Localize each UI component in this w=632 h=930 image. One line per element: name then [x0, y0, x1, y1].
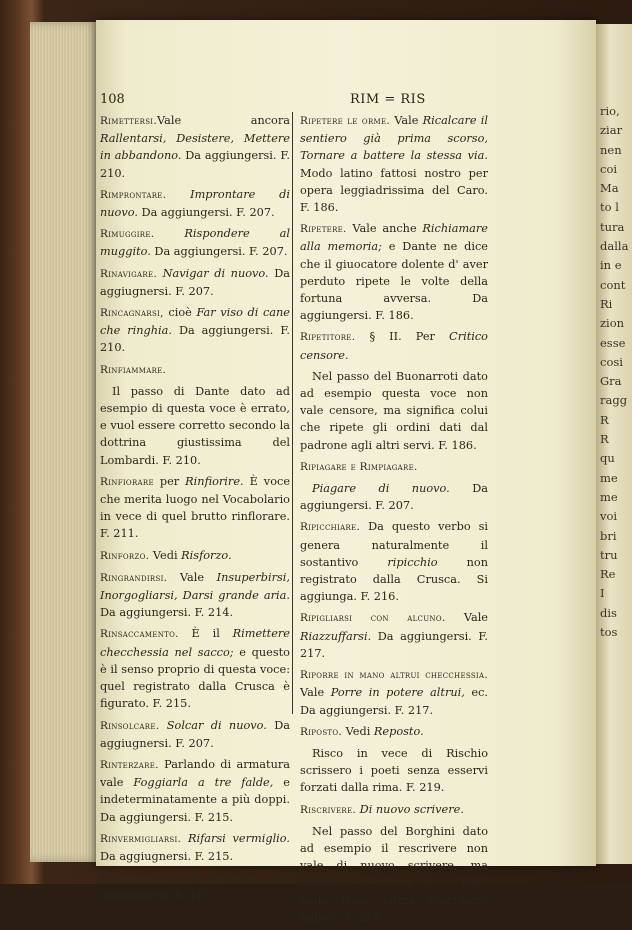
entry-text: Nel passo del Buonarroti dato ad esempio questa voce non vale censore, ma significa colui che ripete gli ordini dati dal padrone agli altri servi. F. 186.: [300, 369, 488, 452]
entry-text: Vale ancora: [157, 114, 290, 127]
facing-page-line: tura: [600, 219, 625, 234]
dictionary-entry: [300, 112, 488, 216]
entry-italic: Rinfiorire.: [185, 474, 244, 488]
facing-page-line: tos: [600, 625, 618, 640]
entry-text: Da aggiungersi. F. 217.: [300, 629, 488, 660]
dictionary-entry: [100, 830, 290, 865]
running-head: RIM = RIS: [350, 92, 426, 107]
entry-headword: Ripetere.: [300, 223, 347, 236]
entry-text: Vale anche: [346, 222, 423, 236]
entry-italic: Critico censore.: [300, 330, 488, 362]
dictionary-entry: [100, 869, 290, 904]
dictionary-entry: [300, 220, 488, 324]
entry-text: Da aggiungersi. F. 207.: [150, 245, 288, 259]
facing-page-line: qu: [600, 451, 615, 466]
entry-text: Vale: [300, 686, 331, 700]
entry-italic: Rispondere al muggito.: [100, 227, 291, 259]
dictionary-entry: [100, 265, 290, 300]
entry-italic: Fiume.: [216, 871, 257, 885]
facing-page-line: Re: [600, 567, 616, 582]
entry-headword: Ringrandirsi.: [100, 571, 168, 584]
entry-text: Vale: [390, 114, 423, 127]
entry-text: È il: [178, 627, 233, 641]
column-divider: [292, 112, 293, 714]
entry-text: Da aggiugnersi. F. 207.: [100, 718, 291, 750]
entry-italic: Improntare di nuovo.: [100, 187, 290, 220]
dictionary-entry: [300, 609, 488, 662]
facing-page-line: I: [600, 586, 605, 601]
entry-headword: Ripigliarsi con alcuno.: [300, 612, 446, 625]
entry-headword: Rinforzo.: [100, 549, 150, 562]
facing-page-line: dalla: [600, 239, 629, 254]
entry-headword: Rimuggire.: [100, 228, 155, 241]
entry-italic: Rallentarsi, Desistere, Mettere in abbandono.: [100, 132, 290, 163]
dictionary-entry: [100, 717, 290, 752]
dictionary-entry: [100, 473, 290, 543]
entry-headword: Riposto.: [300, 725, 343, 738]
entry-headword: Rinsolcare.: [100, 719, 160, 732]
entry-italic: Risforzo.: [181, 548, 232, 562]
entry-italic: Riazzuffarsi.: [300, 629, 372, 643]
page-number: 108: [100, 92, 125, 107]
facing-page-line: bri: [600, 528, 617, 543]
entry-headword: Ripicchiare.: [300, 521, 361, 534]
entry-text: È anche: [120, 871, 217, 885]
entry-text: ec. Da aggiungersi. F. 217.: [300, 686, 488, 717]
entry-text: Vale: [445, 611, 488, 625]
dictionary-entry: [100, 225, 290, 260]
entry-text: cioè: [163, 306, 197, 320]
facing-page-line: ragg: [600, 393, 628, 408]
entry-headword: Rimprontare.: [100, 188, 167, 201]
entry-headword: Rinsaccamento.: [100, 628, 179, 641]
dictionary-entry: [100, 569, 290, 622]
entry-headword: Ripetitore.: [300, 331, 356, 344]
right-column: [300, 112, 488, 930]
facing-page-line: me: [600, 470, 618, 485]
dictionary-entry: [300, 801, 488, 819]
entry-italic: Rimettere checchessia nel sacco;: [100, 627, 290, 659]
entry-headword: Rinterzare.: [100, 758, 159, 771]
facing-page-line: Gra: [600, 374, 622, 389]
dictionary-entry: [300, 480, 488, 514]
facing-page-line: zion: [600, 316, 625, 331]
entry-headword: Rinavigare.: [100, 267, 157, 280]
entry-text: e indeterminatamente a più doppi. Da aggiungersi. F. 215.: [100, 776, 290, 824]
page-header: [100, 92, 436, 108]
facing-page-line: in e: [600, 258, 622, 273]
facing-page-line: voi: [600, 509, 618, 524]
dictionary-entry: [300, 368, 488, 454]
dictionary-entry: [300, 518, 488, 605]
left-column: [100, 112, 290, 909]
entry-text: Nel passo del Borghini dato ad esempio il rescrivere non vale di nuovo scrivere, ma trasferire i coloni: ed è tolto dalla frase latina rescribere milites. F. 219.: [300, 824, 488, 924]
entry-italic: Di nuovo scrivere.: [359, 802, 464, 816]
facing-page-line: dis: [600, 605, 617, 620]
entry-italic: Richiamare alla memoria;: [300, 222, 488, 254]
facing-page-line: to l: [600, 200, 619, 215]
entry-text: non registrato dalla Crusca. Si aggiunga. F. 216.: [300, 555, 488, 604]
dictionary-entry: [300, 458, 488, 476]
entry-text: Da aggiungersi. F. 210.: [100, 324, 290, 355]
facing-page-line: R: [600, 432, 609, 447]
dictionary-entry: [300, 666, 488, 719]
entry-text: Da questo verbo si genera naturalmente il sostantivo: [300, 520, 488, 569]
entry-headword: Rinvermigliarsi.: [100, 832, 182, 845]
entry-text: § II. Per: [355, 330, 450, 344]
facing-page-line: me: [600, 489, 618, 504]
dictionary-entry: [100, 361, 290, 379]
facing-page-line: ziar: [600, 123, 623, 138]
facing-page-line: nen: [600, 142, 622, 157]
entry-text: Da aggiugnersi. F. 216.: [100, 871, 290, 903]
entry-headword: Ripetere le orme.: [300, 115, 391, 127]
entry-text: Risco in vece di Rischio scrissero i poeti senza esservi forzati dalla rima. F. 219.: [300, 746, 488, 795]
dictionary-entry: [300, 328, 488, 363]
entry-headword: Rio.: [100, 872, 121, 885]
facing-page-line: tru: [600, 547, 618, 562]
facing-page-line: cont: [600, 277, 626, 292]
facing-page-line: Ri: [600, 296, 613, 311]
entry-text: Vedi: [342, 724, 374, 738]
entry-italic: Porre in potere altrui,: [330, 686, 465, 700]
dictionary-entry: [300, 823, 488, 926]
facing-page-line: cosi: [600, 354, 623, 369]
entry-text: Vedi: [149, 548, 182, 562]
entry-italic: Ricalcare il sentiero già prima scorso, Tornare a battere la stessa via.: [300, 114, 488, 163]
dictionary-entry: [100, 547, 290, 565]
entry-text: [159, 719, 166, 732]
entry-text: Da aggiungersi. F. 207.: [137, 206, 275, 220]
entry-italic: Rifarsi vermiglio.: [187, 831, 290, 845]
dictionary-entry: [100, 756, 290, 826]
facing-page-line: coi: [600, 161, 618, 176]
entry-text: Il passo di Dante dato ad esempio di questa voce è errato, e vuol essere corretto secondo la dottrina giustissima del Lombardi. F. 210.: [100, 384, 290, 467]
dictionary-entry: [100, 304, 290, 357]
entry-italic: Piagare di nuovo.: [312, 482, 450, 496]
entry-text: Da aggiungersi. F. 210.: [100, 149, 290, 180]
dictionary-entry: [100, 186, 290, 221]
page-edges: [30, 22, 100, 862]
entry-text: e questo è il senso proprio di questa voce: quel registrato dalla Crusca è figurato. F. 215.: [100, 645, 290, 711]
entry-text: Vale: [167, 570, 217, 584]
entry-text: [154, 227, 184, 240]
facing-page-line: Ma: [600, 181, 619, 196]
entry-headword: Rinfiammare.: [100, 363, 167, 376]
entry-text: Da aggiungersi. F. 214.: [100, 606, 234, 620]
dictionary-entry: [300, 745, 488, 797]
facing-page-line: rio,: [600, 104, 620, 118]
entry-italic: Insuperbirsi, Inorgogliarsi, Darsi grande aria.: [100, 570, 290, 603]
entry-italic: Navigar di nuovo.: [162, 266, 269, 280]
entry-italic: Reposto.: [373, 724, 424, 738]
entry-headword: Ripiagare e Rimpiagare.: [300, 460, 418, 473]
dictionary-entry: [100, 112, 290, 182]
entry-headword: Rinfiorare: [100, 475, 154, 488]
entry-text: Da aggiugnersi. F. 215.: [100, 849, 234, 863]
dictionary-entry: [100, 383, 290, 469]
entry-headword: Rimettersi.: [100, 115, 157, 127]
entry-italic: ripicchio: [387, 555, 438, 569]
dictionary-entry: [300, 723, 488, 741]
entry-text: È voce che merita luogo nel Vocabolario in vece di quel brutto rinflorare. F. 211.: [100, 474, 291, 541]
facing-page-edge: [596, 24, 632, 864]
entry-text: Da aggiugnersi. F. 207.: [100, 266, 291, 298]
entry-text: per: [153, 474, 186, 488]
entry-headword: Riporre in mano altrui checchessia.: [300, 669, 488, 682]
facing-page-text: [600, 102, 630, 642]
entry-italic: Far viso di cane che ringhia.: [100, 306, 290, 338]
entry-text: Parlando di armatura vale: [100, 757, 290, 790]
entry-text: [166, 188, 190, 201]
entry-italic: Foggiarla a tre falde,: [133, 776, 274, 790]
entry-text: Da aggiungersi. F. 207.: [300, 482, 488, 513]
dictionary-entry: [100, 625, 290, 712]
facing-page-line: R: [600, 412, 609, 427]
entry-text: e Dante ne dice che il giuocatore dolente d' aver perduto ripete le volte della fortuna avversa. Da aggiungersi. F. 186.: [300, 240, 488, 323]
entry-text: [181, 832, 188, 845]
entry-headword: Rincagnarsi,: [100, 307, 164, 320]
entry-text: Modo latino fattosi nostro per opera leggiadrissima del Caro. F. 186.: [300, 166, 488, 215]
entry-italic: Solcar di nuovo.: [166, 718, 267, 732]
facing-page-line: esse: [600, 335, 626, 350]
entry-headword: Riscrivere.: [300, 803, 357, 816]
